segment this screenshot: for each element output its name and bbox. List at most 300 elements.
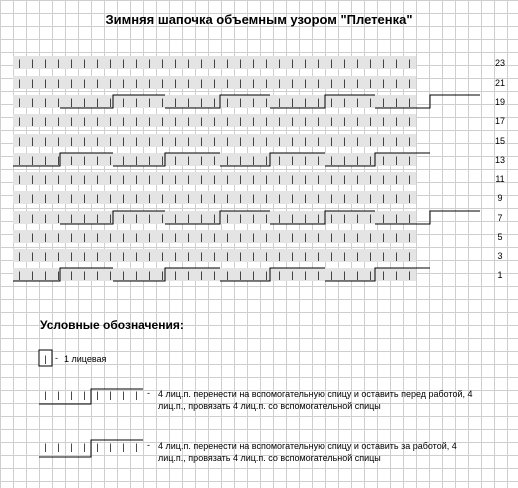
stitch-symbol: | [213, 270, 216, 280]
stitch-symbol: | [291, 232, 294, 242]
stitch-symbol: | [226, 136, 229, 146]
stitch-symbol: | [265, 270, 268, 280]
stitch-symbol: | [226, 193, 229, 203]
stitch-symbol: | [187, 97, 190, 107]
stitch-symbol: | [135, 251, 138, 261]
stitch-symbol: | [382, 174, 385, 184]
stitch-symbol: | [96, 232, 99, 242]
row-number: 13 [494, 155, 506, 165]
stitch-symbol: | [304, 136, 307, 146]
stitch-symbol: | [252, 213, 255, 223]
row-number: 17 [494, 116, 506, 126]
stitch-symbol: | [226, 97, 229, 107]
stitch-symbol: | [109, 213, 112, 223]
stitch-symbol: | [122, 213, 125, 223]
stitch-symbol: | [226, 251, 229, 261]
stitch-symbol: | [31, 155, 34, 165]
stitch-symbol: | [369, 232, 372, 242]
stitch-symbol: | [83, 136, 86, 146]
stitch-symbol: | [70, 97, 73, 107]
stitch-symbol: | [343, 97, 346, 107]
stitch-symbol: | [122, 174, 125, 184]
stitch-symbol: | [200, 270, 203, 280]
stitch-symbol: | [278, 270, 281, 280]
stitch-symbol: | [18, 116, 21, 126]
stitch-symbol: | [57, 58, 60, 68]
stitch-symbol: | [291, 155, 294, 165]
stitch-symbol: | [278, 97, 281, 107]
stitch-symbol: | [57, 232, 60, 242]
stitch-symbol: | [304, 78, 307, 88]
stitch-symbol: | [265, 232, 268, 242]
stitch-symbol: | [239, 78, 242, 88]
stitch-symbol: | [187, 116, 190, 126]
legend-dash-3: - [147, 440, 150, 450]
stitch-symbol: | [317, 78, 320, 88]
stitch-symbol: | [330, 174, 333, 184]
stitch-symbol: | [343, 116, 346, 126]
stitch-symbol: | [44, 136, 47, 146]
stitch-symbol: | [174, 174, 177, 184]
stitch-symbol: | [356, 193, 359, 203]
stitch-symbol: | [369, 136, 372, 146]
stitch-symbol: | [343, 58, 346, 68]
stitch-symbol: | [369, 270, 372, 280]
stitch-symbol: | [18, 213, 21, 223]
stitch-symbol: | [330, 97, 333, 107]
stitch-symbol: | [31, 58, 34, 68]
stitch-symbol: | [122, 232, 125, 242]
stitch-symbol: | [18, 97, 21, 107]
stitch-symbol: | [200, 232, 203, 242]
stitch-symbol: | [44, 174, 47, 184]
stitch-symbol: | [278, 193, 281, 203]
stitch-symbol: | [408, 232, 411, 242]
stitch-symbol: | [187, 136, 190, 146]
stitch-symbol: | [187, 270, 190, 280]
stitch-symbol: | [83, 193, 86, 203]
stitch-symbol: | [122, 270, 125, 280]
stitch-symbol: | [395, 174, 398, 184]
stitch-symbol: | [200, 97, 203, 107]
stitch-symbol: | [330, 58, 333, 68]
stitch-symbol: | [96, 251, 99, 261]
stitch-symbol: | [174, 136, 177, 146]
legend-cable-back-stitch: | [44, 442, 47, 452]
stitch-symbol: | [57, 213, 60, 223]
stitch-symbol: | [239, 97, 242, 107]
stitch-symbol: | [382, 232, 385, 242]
stitch-symbol: | [317, 251, 320, 261]
stitch-symbol: | [343, 232, 346, 242]
stitch-symbol: | [239, 193, 242, 203]
stitch-symbol: | [252, 232, 255, 242]
stitch-symbol: | [395, 155, 398, 165]
stitch-symbol: | [200, 251, 203, 261]
stitch-symbol: | [265, 58, 268, 68]
legend-cable-back-stitch: | [70, 442, 73, 452]
stitch-symbol: | [135, 58, 138, 68]
legend-cable-front-stitch: | [83, 390, 86, 400]
stitch-symbol: | [330, 213, 333, 223]
stitch-symbol: | [83, 116, 86, 126]
stitch-symbol: | [369, 174, 372, 184]
stitch-symbol: | [382, 136, 385, 146]
stitch-symbol: | [70, 213, 73, 223]
stitch-symbol: | [226, 270, 229, 280]
stitch-symbol: | [122, 116, 125, 126]
stitch-symbol: | [187, 213, 190, 223]
stitch-symbol: | [382, 213, 385, 223]
stitch-symbol: | [382, 193, 385, 203]
legend-cable-back-stitch: | [122, 442, 125, 452]
stitch-symbol: | [213, 58, 216, 68]
stitch-symbol: | [161, 116, 164, 126]
stitch-symbol: | [148, 58, 151, 68]
stitch-symbol: | [57, 116, 60, 126]
stitch-symbol: | [239, 270, 242, 280]
stitch-symbol: | [330, 78, 333, 88]
stitch-symbol: | [44, 232, 47, 242]
stitch-symbol: | [83, 58, 86, 68]
stitch-symbol: | [18, 155, 21, 165]
stitch-symbol: | [369, 58, 372, 68]
stitch-symbol: | [148, 251, 151, 261]
stitch-symbol: | [83, 174, 86, 184]
legend-cable-front-stitch: | [44, 390, 47, 400]
stitch-symbol: | [239, 58, 242, 68]
stitch-symbol: | [317, 270, 320, 280]
stitch-symbol: | [135, 232, 138, 242]
stitch-symbol: | [148, 116, 151, 126]
stitch-symbol: | [148, 270, 151, 280]
stitch-symbol: | [109, 251, 112, 261]
stitch-symbol: | [187, 78, 190, 88]
stitch-symbol: | [330, 232, 333, 242]
stitch-symbol: | [343, 136, 346, 146]
stitch-symbol: | [174, 78, 177, 88]
stitch-symbol: | [213, 78, 216, 88]
stitch-symbol: | [278, 213, 281, 223]
stitch-symbol: | [213, 97, 216, 107]
stitch-symbol: | [18, 232, 21, 242]
stitch-symbol: | [18, 136, 21, 146]
stitch-symbol: | [252, 193, 255, 203]
stitch-symbol: | [265, 78, 268, 88]
stitch-symbol: | [135, 78, 138, 88]
stitch-symbol: | [226, 78, 229, 88]
stitch-symbol: | [83, 270, 86, 280]
stitch-symbol: | [330, 270, 333, 280]
stitch-symbol: | [161, 193, 164, 203]
stitch-symbol: | [148, 213, 151, 223]
legend-cable-front-stitch: | [135, 390, 138, 400]
stitch-symbol: | [330, 193, 333, 203]
stitch-symbol: | [252, 58, 255, 68]
stitch-symbol: | [174, 58, 177, 68]
legend-dash-2: - [147, 388, 150, 398]
stitch-symbol: | [44, 213, 47, 223]
stitch-symbol: | [135, 97, 138, 107]
stitch-symbol: | [31, 97, 34, 107]
stitch-symbol: | [382, 155, 385, 165]
stitch-symbol: | [252, 174, 255, 184]
stitch-symbol: | [122, 58, 125, 68]
stitch-symbol: | [317, 97, 320, 107]
stitch-symbol: | [317, 174, 320, 184]
stitch-symbol: | [161, 213, 164, 223]
stitch-symbol: | [70, 78, 73, 88]
stitch-symbol: | [70, 136, 73, 146]
stitch-symbol: | [122, 78, 125, 88]
stitch-symbol: | [343, 174, 346, 184]
stitch-symbol: | [83, 251, 86, 261]
stitch-symbol: | [174, 251, 177, 261]
stitch-symbol: | [109, 155, 112, 165]
stitch-symbol: | [278, 155, 281, 165]
legend-title: Условные обозначения: [40, 318, 184, 332]
stitch-symbol: | [330, 251, 333, 261]
stitch-symbol: | [174, 193, 177, 203]
stitch-symbol: | [226, 174, 229, 184]
stitch-symbol: | [31, 232, 34, 242]
stitch-symbol: | [291, 116, 294, 126]
chart-title: Зимняя шапочка объемным узором "Плетенка" [105, 12, 413, 27]
stitch-symbol: | [265, 174, 268, 184]
stitch-symbol: | [356, 155, 359, 165]
stitch-symbol: | [122, 136, 125, 146]
stitch-symbol: | [408, 270, 411, 280]
stitch-symbol: | [18, 193, 21, 203]
stitch-symbol: | [70, 232, 73, 242]
stitch-symbol: | [109, 78, 112, 88]
legend-cable-back-stitch: | [109, 442, 112, 452]
stitch-symbol: | [31, 270, 34, 280]
stitch-symbol: | [70, 193, 73, 203]
stitch-symbol: | [213, 232, 216, 242]
stitch-symbol: | [356, 174, 359, 184]
stitch-symbol: | [213, 136, 216, 146]
stitch-symbol: | [70, 174, 73, 184]
stitch-symbol: | [109, 58, 112, 68]
legend-cable-front-stitch: | [70, 390, 73, 400]
stitch-symbol: | [148, 193, 151, 203]
stitch-symbol: | [395, 213, 398, 223]
stitch-symbol: | [213, 116, 216, 126]
stitch-symbol: | [239, 232, 242, 242]
stitch-symbol: | [395, 251, 398, 261]
stitch-symbol: | [343, 270, 346, 280]
stitch-symbol: | [317, 232, 320, 242]
stitch-symbol: | [31, 116, 34, 126]
row-number: 3 [497, 251, 503, 261]
stitch-symbol: | [343, 213, 346, 223]
stitch-symbol: | [96, 213, 99, 223]
stitch-symbol: | [18, 251, 21, 261]
stitch-symbol: | [96, 193, 99, 203]
stitch-symbol: | [70, 116, 73, 126]
stitch-symbol: | [330, 116, 333, 126]
stitch-symbol: | [356, 213, 359, 223]
stitch-symbol: | [200, 58, 203, 68]
stitch-symbol: | [161, 78, 164, 88]
stitch-symbol: | [369, 155, 372, 165]
stitch-symbol: | [252, 251, 255, 261]
stitch-symbol: | [317, 58, 320, 68]
stitch-symbol: | [57, 174, 60, 184]
stitch-symbol: | [44, 155, 47, 165]
stitch-symbol: | [122, 251, 125, 261]
stitch-symbol: | [83, 232, 86, 242]
stitch-symbol: | [122, 155, 125, 165]
stitch-symbol: | [57, 193, 60, 203]
stitch-symbol: | [382, 116, 385, 126]
stitch-symbol: | [187, 174, 190, 184]
legend-dash-1: - [55, 353, 58, 363]
stitch-symbol: | [57, 97, 60, 107]
row-number: 7 [497, 213, 503, 223]
stitch-symbol: | [239, 116, 242, 126]
stitch-symbol: | [252, 155, 255, 165]
stitch-symbol: | [356, 97, 359, 107]
stitch-symbol: | [148, 97, 151, 107]
legend-knit-text: 1 лицевая [64, 354, 107, 364]
stitch-symbol: | [304, 116, 307, 126]
stitch-symbol: | [135, 116, 138, 126]
stitch-symbol: | [148, 155, 151, 165]
row-number: 1 [497, 270, 503, 280]
row-number: 11 [495, 174, 505, 184]
stitch-symbol: | [200, 193, 203, 203]
stitch-symbol: | [382, 58, 385, 68]
stitch-symbol: | [369, 116, 372, 126]
stitch-symbol: | [135, 136, 138, 146]
stitch-symbol: | [382, 251, 385, 261]
stitch-symbol: | [382, 97, 385, 107]
stitch-symbol: | [317, 136, 320, 146]
stitch-symbol: | [18, 270, 21, 280]
stitch-symbol: | [187, 193, 190, 203]
stitch-symbol: | [265, 251, 268, 261]
stitch-symbol: | [161, 232, 164, 242]
stitch-symbol: | [174, 116, 177, 126]
stitch-symbol: | [96, 136, 99, 146]
stitch-symbol: | [174, 155, 177, 165]
stitch-symbol: | [83, 97, 86, 107]
stitch-symbol: | [239, 155, 242, 165]
stitch-symbol: | [109, 270, 112, 280]
stitch-symbol: | [278, 116, 281, 126]
stitch-symbol: | [200, 116, 203, 126]
row-number: 5 [497, 232, 503, 242]
stitch-symbol: | [109, 136, 112, 146]
legend-cable-back-stitch: | [135, 442, 138, 452]
stitch-symbol: | [278, 136, 281, 146]
stitch-symbol: | [109, 232, 112, 242]
stitch-symbol: | [44, 58, 47, 68]
legend-cable-back-stitch: | [57, 442, 60, 452]
stitch-symbol: | [304, 174, 307, 184]
stitch-symbol: | [408, 251, 411, 261]
stitch-symbol: | [317, 213, 320, 223]
legend-cable-front-stitch: | [109, 390, 112, 400]
stitch-symbol: | [148, 136, 151, 146]
stitch-symbol: | [356, 270, 359, 280]
legend-cable-front-stitch: | [122, 390, 125, 400]
stitch-symbol: | [161, 58, 164, 68]
stitch-symbol: | [395, 270, 398, 280]
stitch-symbol: | [148, 232, 151, 242]
stitch-symbol: | [31, 193, 34, 203]
stitch-symbol: | [83, 155, 86, 165]
stitch-symbol: | [395, 136, 398, 146]
stitch-symbol: | [226, 116, 229, 126]
stitch-symbol: | [291, 97, 294, 107]
stitch-symbol: | [304, 155, 307, 165]
stitch-symbol: | [252, 78, 255, 88]
stitch-symbol: | [44, 270, 47, 280]
stitch-symbol: | [343, 251, 346, 261]
stitch-symbol: | [187, 155, 190, 165]
stitch-symbol: | [135, 155, 138, 165]
stitch-symbol: | [83, 78, 86, 88]
stitch-symbol: | [265, 213, 268, 223]
stitch-symbol: | [278, 251, 281, 261]
legend-cable-front-stitch: | [96, 390, 99, 400]
stitch-symbol: | [135, 213, 138, 223]
stitch-symbol: | [369, 251, 372, 261]
stitch-symbol: | [382, 270, 385, 280]
stitch-symbol: | [44, 193, 47, 203]
stitch-symbol: | [213, 155, 216, 165]
stitch-symbol: | [174, 232, 177, 242]
stitch-symbol: | [317, 116, 320, 126]
stitch-symbol: | [96, 58, 99, 68]
stitch-symbol: | [109, 116, 112, 126]
stitch-symbol: | [304, 97, 307, 107]
stitch-symbol: | [239, 251, 242, 261]
stitch-symbol: | [304, 193, 307, 203]
stitch-symbol: | [31, 213, 34, 223]
stitch-symbol: | [278, 58, 281, 68]
stitch-symbol: | [200, 136, 203, 146]
stitch-symbol: | [304, 232, 307, 242]
stitch-symbol: | [278, 174, 281, 184]
stitch-symbol: | [343, 78, 346, 88]
stitch-symbol: | [356, 78, 359, 88]
stitch-symbol: | [356, 136, 359, 146]
row-number: 23 [494, 58, 506, 68]
stitch-symbol: | [291, 58, 294, 68]
stitch-symbol: | [57, 78, 60, 88]
stitch-symbol: | [70, 58, 73, 68]
stitch-symbol: | [343, 193, 346, 203]
stitch-symbol: | [18, 174, 21, 184]
stitch-symbol: | [278, 232, 281, 242]
stitch-symbol: | [356, 251, 359, 261]
stitch-symbol: | [187, 251, 190, 261]
legend-cable-back-stitch: | [96, 442, 99, 452]
stitch-symbol: | [304, 270, 307, 280]
stitch-symbol: | [265, 97, 268, 107]
stitch-symbol: | [200, 155, 203, 165]
stitch-symbol: | [174, 97, 177, 107]
legend-cable-front-line [39, 389, 143, 404]
stitch-symbol: | [291, 213, 294, 223]
legend-cable-back-line [39, 440, 143, 457]
stitch-symbol: | [148, 174, 151, 184]
stitch-symbol: | [148, 78, 151, 88]
